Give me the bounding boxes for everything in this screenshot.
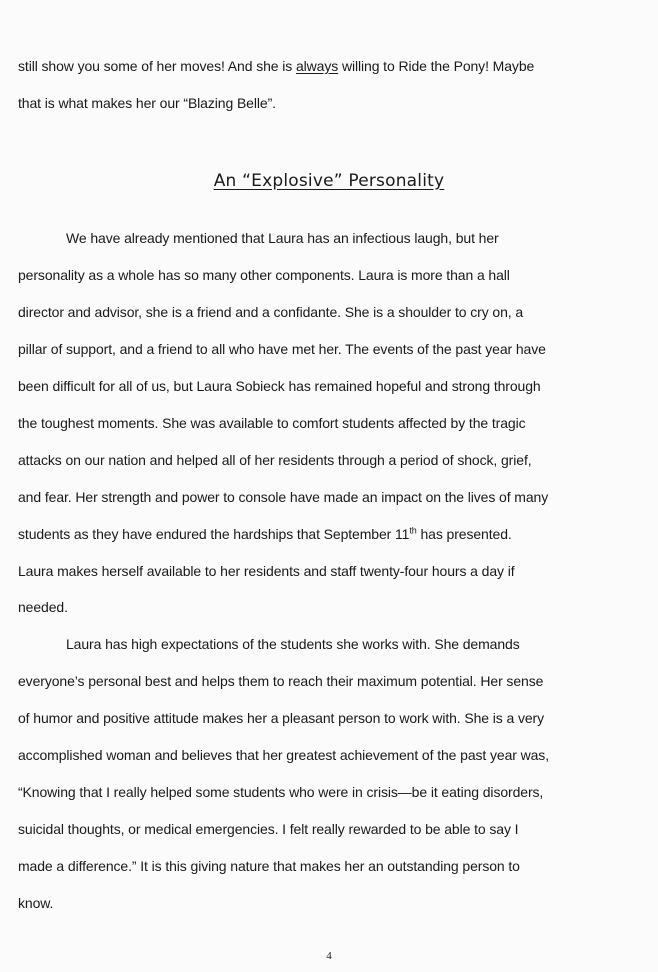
text-line: still show you some of her moves! And she is always willing to Ride the Pony! Maybe [18, 58, 535, 74]
underlined-word: always [295, 58, 339, 74]
text-line: and fear. Her strength and power to console have made an impact on the lives of many [18, 489, 549, 505]
text-line: that is what makes her our “Blazing Belle”. [18, 95, 276, 111]
text-line: suicidal thoughts, or medical emergencies. I felt really rewarded to be able to say I [18, 821, 519, 837]
text-line: personality as a whole has so many other components. Laura is more than a hall [18, 267, 510, 283]
text-line: Laura has high expectations of the students she works with. She demands [66, 636, 520, 652]
text-line: know. [18, 895, 54, 911]
text-line: Laura makes herself available to her residents and staff twenty-four hours a day if [18, 563, 515, 579]
section-heading: An “Explosive” Personality [213, 171, 445, 191]
text-line: “Knowing that I really helped some students who were in crisis—be it eating disorders, [18, 784, 544, 800]
text-line: students as they have endured the hardships that September 11th has presented. [18, 525, 512, 542]
superscript: th [409, 525, 417, 536]
text-line: needed. [18, 599, 68, 615]
text-line: We have already mentioned that Laura has an infectious laugh, but her [66, 230, 499, 246]
text-line: attacks on our nation and helped all of her residents through a period of shock, grief, [18, 452, 532, 468]
text-line: been difficult for all of us, but Laura Sobieck has remained hopeful and strong through [18, 378, 541, 394]
text-line: of humor and positive attitude makes her a pleasant person to work with. She is a very [18, 710, 545, 726]
text-line: pillar of support, and a friend to all who have met her. The events of the past year have [18, 341, 546, 357]
text-line: the toughest moments. She was available to comfort students affected by the tragic [18, 415, 526, 431]
text-line: made a difference.” It is this giving nature that makes her an outstanding person to [18, 858, 520, 874]
text-line: director and advisor, she is a friend and a confidante. She is a shoulder to cry on, a [18, 304, 524, 320]
text-line: accomplished woman and believes that her greatest achievement of the past year was, [18, 747, 550, 763]
page-number: 4 [326, 950, 332, 962]
text-line: everyone’s personal best and helps them to reach their maximum potential. Her sense [18, 673, 544, 689]
